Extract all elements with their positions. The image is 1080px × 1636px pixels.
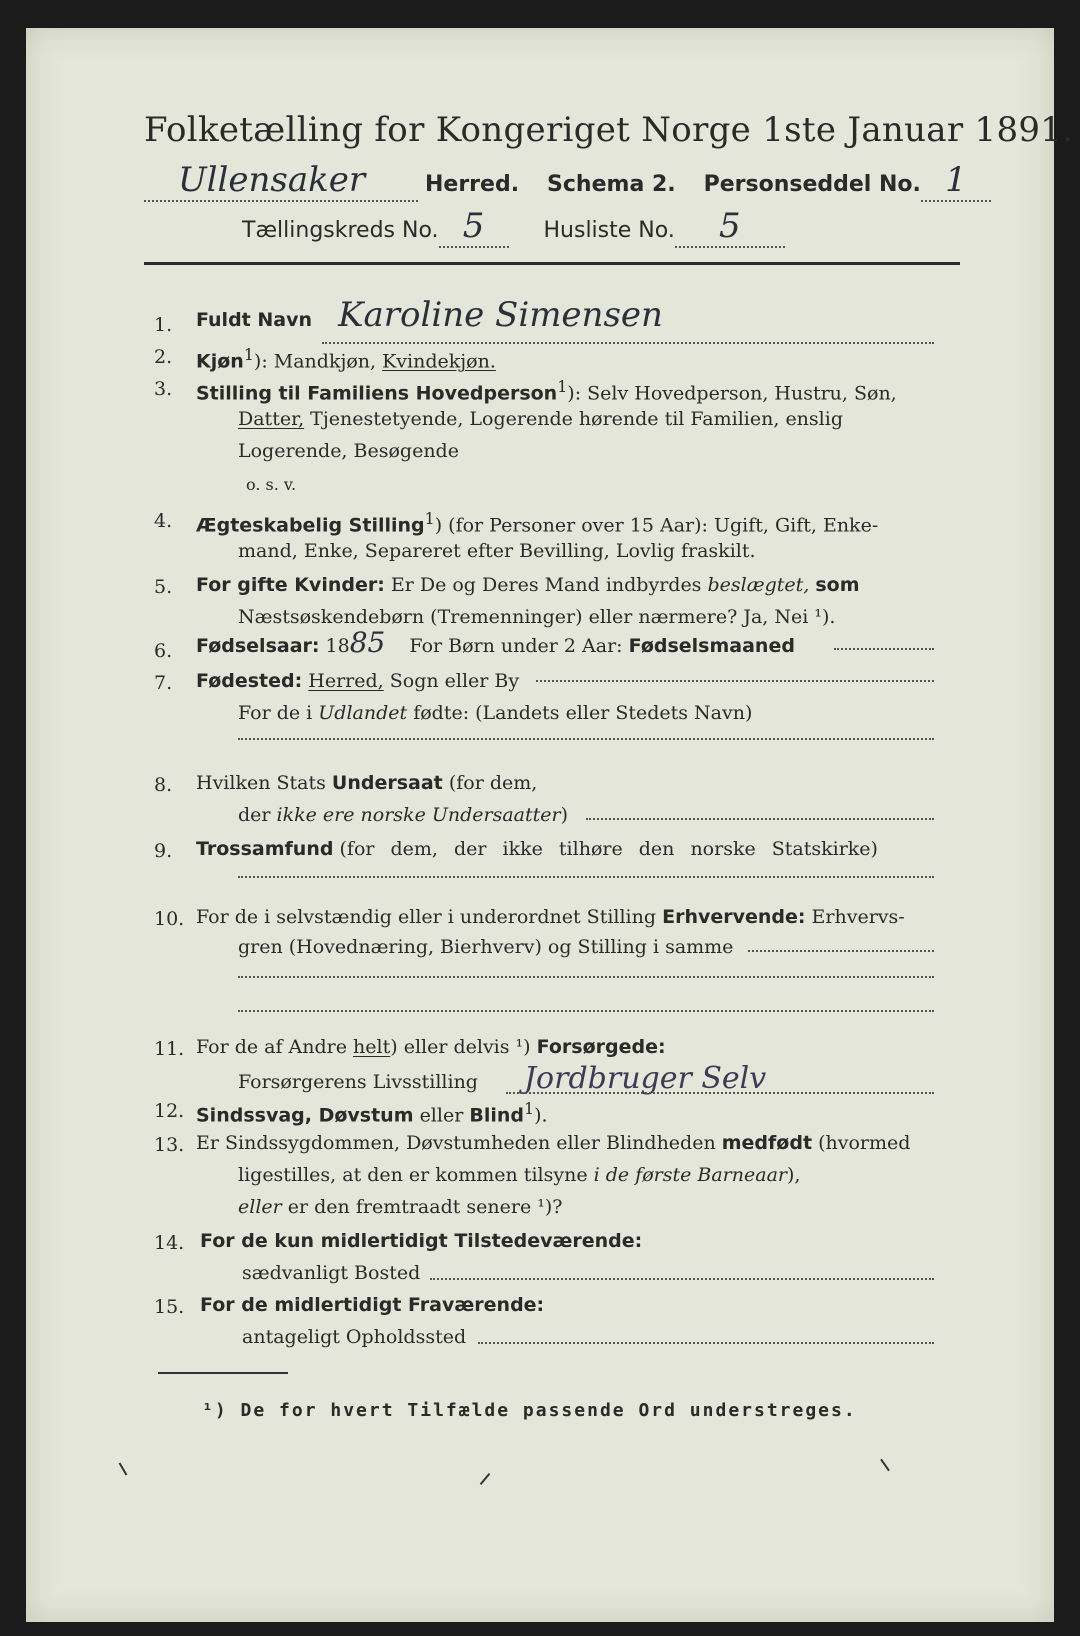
q4-text-b: mand, Enke, Separeret efter Bevilling, Lovlig fraskilt. [238,540,756,562]
q12-text-a: eller [419,1104,464,1127]
q13-text-b2: ), [787,1164,801,1186]
q10-text-a2: Erhvervs- [811,906,905,928]
q9-row [196,834,878,864]
q15-text-b: antageligt Opholdssted [242,1326,467,1348]
q2-underlined: Kvindekjøn. [382,350,496,373]
q12-label-b: Blind [469,1104,524,1127]
q6-answer: 85 [349,626,386,659]
q3-label: Stilling til Familiens Hovedperson [196,382,558,405]
q13-text-a2: (hvormed [818,1132,911,1154]
q6-row [196,628,795,661]
q10-line-a [748,950,934,952]
q13-row-a [196,1128,910,1158]
q9-line [238,876,934,878]
q8-text-b: der [238,804,271,826]
q7-line-b [238,738,934,740]
q10-line-b [238,976,934,978]
q8-row-b [238,800,568,830]
q13-text-a: Er Sindssygdommen, Døvstumheden eller Blindheden [196,1132,716,1154]
q3-text-a: ): Selv Hovedperson, Hustru, Søn, [567,382,897,405]
q14-text-b: sædvanligt Bosted [242,1262,421,1284]
husliste-label: Husliste No. [543,218,675,243]
q15-row-a [200,1290,544,1320]
q6-number: 6. [154,640,173,662]
q3-row-a: Stilling til Familiens Hovedperson$^1$): Selv Hovedperson, Hustru, Søn, [196,377,897,405]
paper-mark [480,1473,491,1485]
q7-italic: Udlandet [318,702,408,724]
q13-italic: i de første Barneaar [593,1164,787,1186]
q6-prefix: 18 [325,635,350,657]
q12-text-a2: ). [534,1104,548,1127]
schema-label: Schema 2. [547,172,676,197]
q10-label: Erhvervende: [662,906,806,928]
q5-label: For gifte Kvinder: [196,574,385,596]
form-title: Folketælling for Kongeriget Norge 1ste Januar 1891. [144,110,1074,150]
q4-row-a: Ægteskabelig Stilling$^1$) (for Personer over 15 Aar): Ugift, Gift, Enke- [196,509,879,537]
q1-number: 1. [154,314,173,336]
q2-sup: 1 [243,345,254,364]
q2-row [196,340,496,376]
q13-text-b: ligestilles, at den er kommen tilsyne [238,1164,588,1186]
q2-text: ): Mandkjøn, [253,350,383,373]
q7-row-b [238,698,752,728]
paper-mark [880,1459,890,1472]
q5-number: 5. [154,576,173,598]
q6-label-b: Fødselsmaaned [628,635,795,657]
q14-line [430,1278,934,1280]
q11-line [506,1092,934,1094]
q14-row-a [200,1226,642,1256]
q7-label: Fødested: [196,670,303,692]
q13-row-c [238,1192,562,1222]
q8-text-a: Hvilken Stats [196,772,326,794]
q3-text-b: Tjenestetyende, Logerende hørende til Familien, enslig [310,408,843,430]
q5-italic: beslægtet, [707,574,810,596]
q10-number: 10. [154,908,185,930]
taellingskreds-label: Tællingskreds No. [242,218,439,243]
header-divider [144,262,960,265]
q11-number: 11. [154,1038,185,1060]
husliste-no: 5 [675,206,785,248]
q15-line [478,1342,934,1344]
footnote: ¹) De for hvert Tilfælde passende Ord understreges. [202,1400,857,1421]
q11-text-a2: ) eller delvis ¹) [390,1036,531,1058]
q11-row-a [196,1032,666,1062]
census-form-sheet [26,28,1074,1622]
q9-number: 9. [154,840,173,862]
paper-mark [119,1462,128,1475]
q6-text-b: For Børn under 2 Aar: [409,635,623,657]
q3-row-b [238,404,843,434]
herred-row [144,160,991,202]
q9-label: Trossamfund [196,838,334,860]
q3-underlined: Datter, [238,408,305,430]
q6-line [834,648,934,650]
q7-text-b: For de i [238,702,313,724]
q3-text-d: o. s. v. [246,475,297,494]
personseddel-label: Personseddel No. [703,172,921,197]
q7-text-b2: fødte: (Landets eller Stedets Navn) [413,702,753,724]
q15-label: For de midlertidigt Fraværende: [200,1294,545,1316]
q12-number: 12. [154,1100,185,1122]
q8-line [586,818,934,820]
q11-label: Forsørgede: [536,1036,666,1058]
q11-underlined: helt [353,1036,391,1058]
q10-text-b: gren (Hovednæring, Bierhverv) og Stilling i samme [238,936,734,958]
q4-label: Ægteskabelig Stilling [196,514,425,537]
q15-number: 15. [154,1296,185,1318]
q11-answer: Jordbruger Selv [524,1061,767,1096]
q2-label: Kjøn [196,350,244,373]
q8-italic: ikke ere norske Undersaatter [276,804,561,826]
q5-text-a: Er De og Deres Mand indbyrdes [390,574,702,596]
q14-number: 14. [154,1232,185,1254]
q13-number: 13. [154,1134,185,1156]
q5-row-a [196,570,860,600]
q1-answer: Karoline Simensen [338,295,663,335]
q14-label: For de kun midlertidigt Tilstedeværende: [200,1230,643,1252]
q5-text-b: Næstsøskendebørn (Tremenninger) eller nærmere? Ja, Nei ¹). [238,606,836,628]
q9-text-a: (for dem, der ikke tilhøre den norske Statskirke) [339,838,878,860]
q13-row-b [238,1160,800,1190]
q8-number: 8. [154,774,173,796]
q13-italic-c: eller [238,1196,282,1218]
q1-label: Fuldt Navn [196,309,313,331]
q8-text-b2: ) [560,804,569,826]
q4-text-a: ) (for Personer over 15 Aar): Ugift, Gift, Enke- [434,514,879,537]
q5-text-a2: som [815,574,860,596]
q12-row: Sindssvag, Døvstum eller Blind$^1$). [196,1099,548,1127]
q8-row-a [196,768,537,798]
q13-text-c: er den fremtraadt senere ¹)? [287,1196,563,1218]
q10-row-a [196,902,905,932]
footnote-divider [158,1372,288,1374]
q11-text-b: Forsørgerens Livsstilling [238,1071,478,1093]
q8-text-a2: (for dem, [448,772,538,794]
q10-text-a: For de i selvstændig eller i underordnet Stilling [196,906,657,928]
q4-number: 4. [154,510,173,532]
q11-text-a: For de af Andre [196,1036,347,1058]
q7-line-a [536,680,934,682]
q8-label: Undersaat [331,772,443,794]
q7-underlined: Herred, [308,670,384,692]
herred-value: Ullensaker [144,160,418,202]
q12-label: Sindssvag, Døvstum [196,1104,414,1127]
q2-number: 2. [154,346,173,368]
q7-row-a [196,666,519,696]
q3-text-c: Logerende, Besøgende [238,440,459,462]
herred-label: Herred. [425,172,520,197]
q6-label: Fødselsaar: [196,635,320,657]
q10-line-c [238,1010,934,1012]
taellingskreds-no: 5 [439,206,509,248]
q7-text-a: Sogn eller By [389,670,520,692]
q3-number: 3. [154,378,173,400]
personseddel-no: 1 [921,160,991,202]
q7-number: 7. [154,672,173,694]
kreds-row [242,206,785,248]
q1-row [196,295,663,335]
q13-label: medfødt [721,1132,813,1154]
